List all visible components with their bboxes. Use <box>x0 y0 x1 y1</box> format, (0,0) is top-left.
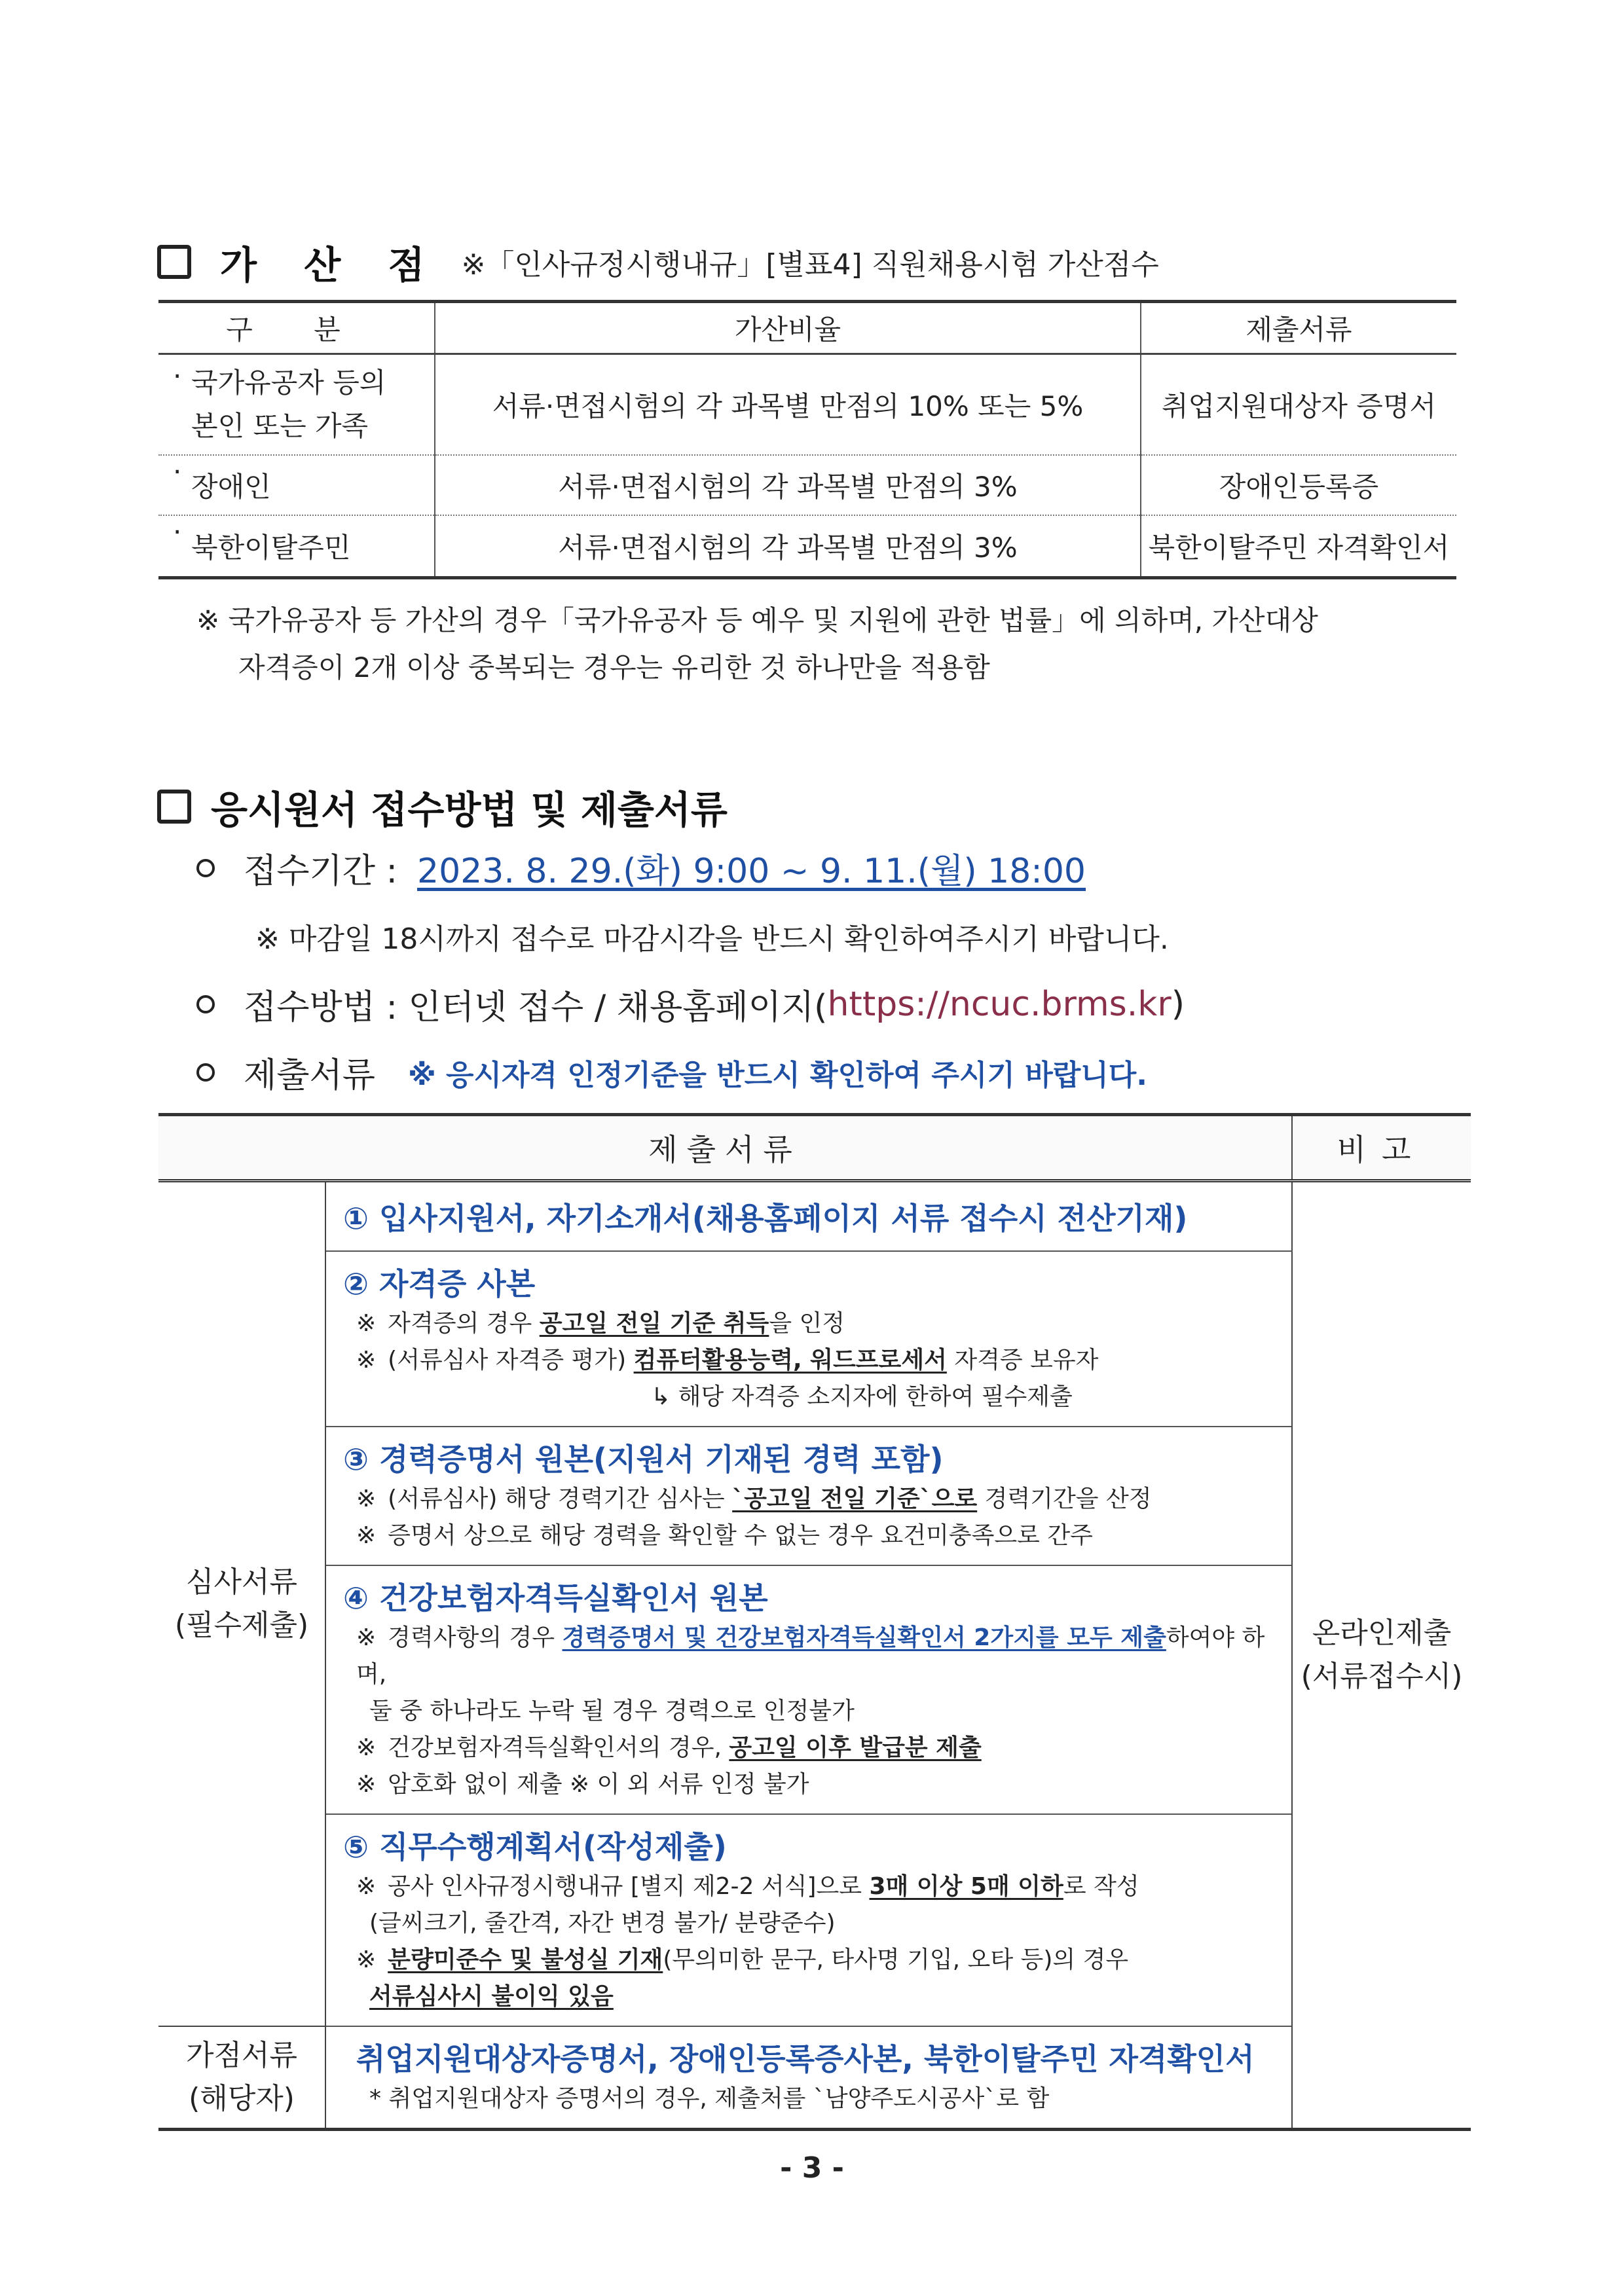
application-documents <box>196 1048 1147 1097</box>
note-mark: ※ <box>356 1310 377 1337</box>
table-row <box>158 455 1456 515</box>
row-category: · 장애인 <box>158 455 435 515</box>
checkbox-icon <box>157 790 191 824</box>
bonus-table-header <box>158 302 1456 354</box>
documents-table-header <box>158 1115 1471 1181</box>
table-row <box>158 515 1456 578</box>
bullet-circle-icon <box>196 1063 215 1082</box>
header-document: 제출서류 <box>1141 302 1456 354</box>
doc-item-note: 서류심사시 불이익 있음 <box>369 1983 614 2010</box>
application-section-heading <box>157 779 728 834</box>
doc-item-note: (글씨크기, 줄간격, 자간 변경 불가/ 분량준수) <box>369 1910 836 1937</box>
doc-item-title: ⑤ 직무수행계획서(작성제출) <box>343 1829 727 1865</box>
doc-item-note: ※ 건강보험자격득실확인서의 경우, 공고일 이후 발급분 제출 <box>356 1734 982 1761</box>
row-category: · 북한이탈주민 <box>158 515 435 578</box>
doc-item-insurance <box>325 1565 1292 1814</box>
remark-line1: 온라인제출 <box>1312 1616 1452 1650</box>
doc-item-note: ※ 암호화 없이 제출 ※ 이 외 서류 인정 불가 <box>356 1771 809 1798</box>
doc-item-job-plan <box>325 1814 1292 2026</box>
note-mark: ※ <box>356 1522 377 1549</box>
doc-item-title: ③ 경력증명서 원본(지원서 기재된 경력 포함) <box>343 1442 944 1477</box>
table-row <box>158 1814 1471 2026</box>
bonus-footnote-line1: ※ 국가유공자 등 가산의 경우「국가유공자 등 예우 및 지원에 관한 법률」에 의하며, 가산대상 <box>196 604 1318 636</box>
review-docs-label-line2: (필수제출) <box>174 1609 309 1642</box>
header-ratio: 가산비율 <box>435 302 1141 354</box>
deadline-note: ※ 마감일 18시까지 접수로 마감시각을 반드시 확인하여주시기 바랍니다. <box>255 922 1169 956</box>
table-row <box>158 1181 1471 1252</box>
doc-item-note: ※ 자격증의 경우 공고일 전일 기준 취득을 인정 <box>356 1310 845 1337</box>
note-mark: ※ <box>356 1624 377 1651</box>
row-document: 북한이탈주민 자격확인서 <box>1141 515 1456 578</box>
header-remark: 비고 <box>1292 1115 1471 1181</box>
doc-item-certificate <box>325 1251 1292 1427</box>
method-label: 접수방법 : 인터넷 접수 / 채용홈페이지( <box>244 988 828 1027</box>
table-row <box>158 1565 1471 1814</box>
review-docs-label-line1: 심사서류 <box>185 1565 297 1599</box>
header-documents: 제출서류 <box>158 1115 1292 1181</box>
note-mark: ※ <box>356 1485 377 1512</box>
header-category: 구 분 <box>158 302 435 354</box>
doc-item-application-form <box>325 1181 1292 1252</box>
table-row <box>158 1427 1471 1565</box>
checkbox-icon <box>157 245 191 279</box>
doc-item-note: ↳ 해당 자격증 소지자에 한하여 필수제출 <box>651 1383 1073 1410</box>
doc-item-note: ※ (서류심사) 해당 경력기간 심사는 `공고일 전일 기준`으로 경력기간을 산정 <box>356 1485 1152 1512</box>
row-category-line1: · 국가유공자 등의 <box>191 366 386 399</box>
remark-line2: (서류접수시) <box>1301 1660 1463 1693</box>
bonus-title: 가 산 점 <box>220 243 442 287</box>
review-docs-label <box>158 1181 325 2027</box>
method-url-link[interactable]: https://ncuc.brms.kr <box>827 984 1172 1024</box>
bonus-footnote <box>196 597 1480 691</box>
note-mark: ※ <box>356 1771 377 1798</box>
row-document: 장애인등록증 <box>1141 455 1456 515</box>
doc-item-bonus-docs <box>325 2026 1292 2130</box>
doc-item-career <box>325 1427 1292 1565</box>
period-label: 접수기간 : <box>244 852 397 891</box>
bullet-circle-icon <box>196 859 215 877</box>
bullet-circle-icon <box>196 995 215 1013</box>
doc-item-note: 둘 중 하나라도 누락 될 경우 경력으로 인정불가 <box>369 1698 855 1724</box>
bonus-docs-label-line2: (해당자) <box>189 2082 295 2115</box>
bonus-docs-label <box>158 2026 325 2130</box>
row-document: 취업지원대상자 증명서 <box>1141 354 1456 455</box>
doc-item-title: ① 입사지원서, 자기소개서(채용홈페이지 서류 접수시 전산기재) <box>343 1201 1188 1236</box>
row-ratio: 서류·면접시험의 각 과목별 만점의 3% <box>435 515 1141 578</box>
note-mark: ※ <box>356 1873 377 1900</box>
method-close: ) <box>1171 984 1185 1024</box>
bonus-regulation-note: ※「인사규정시행내규」[별표4] 직원채용시험 가산점수 <box>461 248 1159 282</box>
remark-cell <box>1292 1181 1471 2130</box>
note-mark: ※ <box>356 1946 377 1973</box>
doc-item-title: 취업지원대상자증명서, 장애인등록증사본, 북한이탈주민 자격확인서 <box>356 2041 1255 2077</box>
row-category <box>158 354 435 455</box>
doc-item-note: * 취업지원대상자 증명서의 경우, 제출처를 `남양주도시공사`로 함 <box>369 2085 1050 2112</box>
doc-item-note: ※ (서류심사 자격증 평가) 컴퓨터활용능력, 워드프로세서 자격증 보유자 <box>356 1347 1099 1374</box>
bonus-table <box>158 300 1456 579</box>
doc-item-title: ④ 건강보험자격득실확인서 원본 <box>343 1580 768 1616</box>
note-mark: ※ <box>356 1347 377 1374</box>
bonus-footnote-line2: 자격증이 2개 이상 중복되는 경우는 유리한 것 하나만을 적용함 <box>238 651 990 683</box>
table-row <box>158 1251 1471 1427</box>
row-ratio: 서류·면접시험의 각 과목별 만점의 3% <box>435 455 1141 515</box>
documents-table <box>158 1113 1471 2131</box>
doc-item-note: ※ 공사 인사규정시행내규 [별지 제2-2 서식]으로 3매 이상 5매 이하로 작성 <box>356 1873 1139 1900</box>
doc-item-title: ② 자격증 사본 <box>343 1266 536 1302</box>
documents-note: ※ 응시자격 인정기준을 반드시 확인하여 주시기 바랍니다. <box>407 1058 1147 1092</box>
table-row <box>158 354 1456 455</box>
page-number: - 3 - <box>780 2151 844 2185</box>
doc-item-note: ※ 경력사항의 경우 경력증명서 및 건강보험자격득실확인서 2가지를 모두 제출하여야 하며, <box>356 1624 1265 1688</box>
application-method <box>196 979 1185 1029</box>
row-category-line2: 본인 또는 가족 <box>191 409 369 442</box>
bonus-docs-label-line1: 가점서류 <box>185 2039 297 2072</box>
period-value: 2023. 8. 29.(화) 9:00 ~ 9. 11.(월) 18:00 <box>416 852 1086 891</box>
note-mark: ※ <box>356 1734 377 1761</box>
application-period <box>196 843 1086 892</box>
row-ratio: 서류·면접시험의 각 과목별 만점의 10% 또는 5% <box>435 354 1141 455</box>
bonus-section-heading <box>157 234 1159 289</box>
documents-label: 제출서류 <box>244 1056 375 1095</box>
doc-item-note: ※ 증명서 상으로 해당 경력을 확인할 수 없는 경우 요건미충족으로 간주 <box>356 1522 1093 1549</box>
doc-item-note: ※ 분량미준수 및 불성실 기재(무의미한 문구, 타사명 기입, 오타 등)의 경우 <box>356 1946 1129 1973</box>
table-row <box>158 2026 1471 2130</box>
application-title: 응시원서 접수방법 및 제출서류 <box>211 788 728 832</box>
